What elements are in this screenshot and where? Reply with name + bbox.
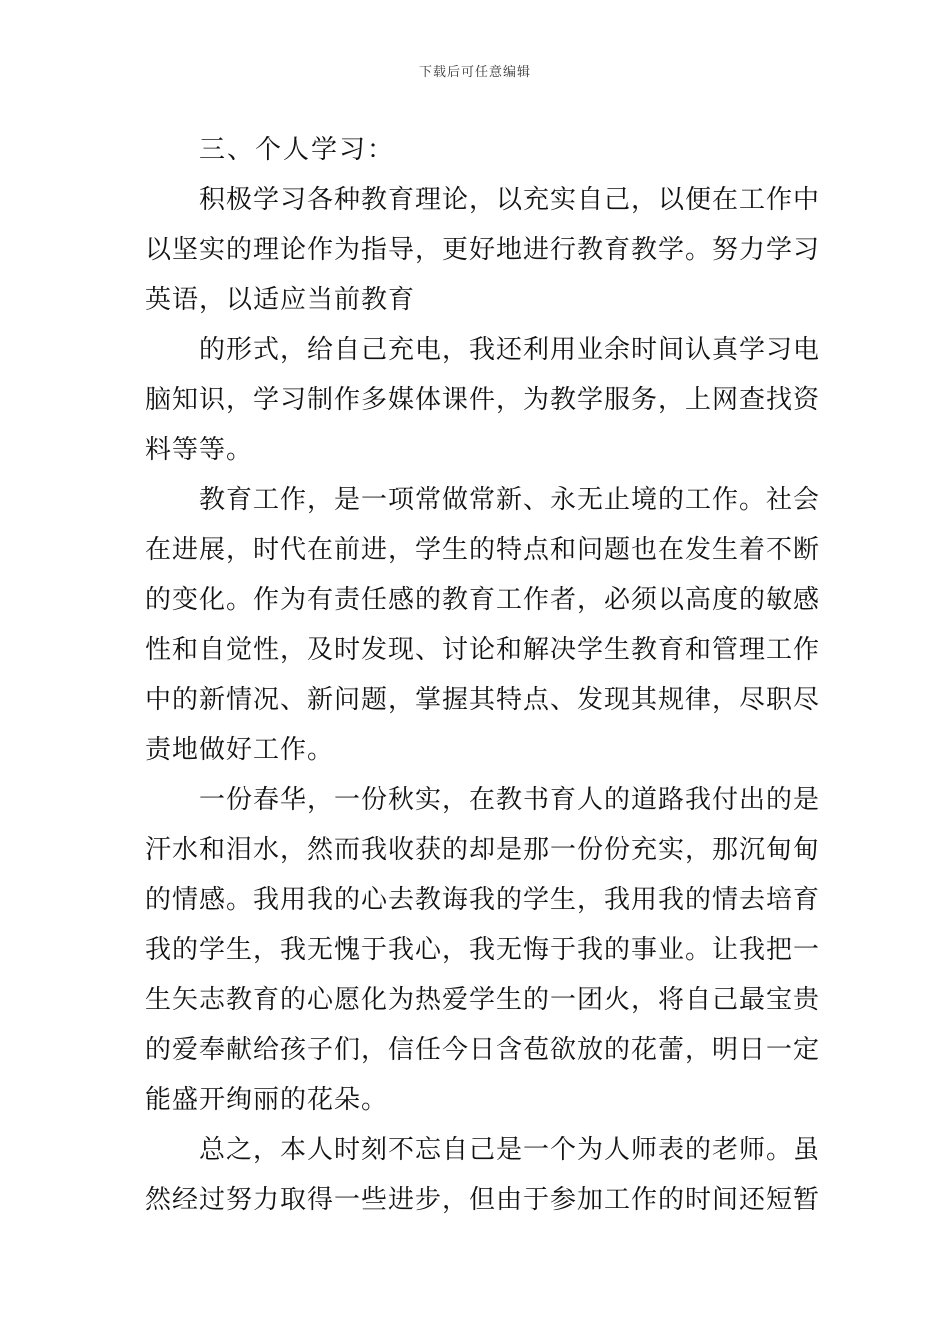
- paragraph-line: 中的新情况、新问题，掌握其特点、发现其规律，尽职尽: [145, 685, 821, 715]
- paragraph-line: 我的学生，我无愧于我心，我无悔于我的事业。让我把一: [145, 935, 821, 965]
- paragraph-recharge: [145, 325, 821, 475]
- paragraph-harvest: [145, 775, 821, 1125]
- paragraph-line: 以坚实的理论作为指导，更好地进行教育教学。努力学习: [145, 235, 821, 265]
- paragraph-line: 教育工作，是一项常做常新、永无止境的工作。社会: [199, 485, 821, 515]
- paragraph-line: 英语，以适应当前教育: [145, 285, 416, 315]
- section-title: 三、个人学习：: [199, 135, 396, 165]
- paragraph-line: 的变化。作为有责任感的教育工作者，必须以高度的敏感: [145, 585, 821, 615]
- paragraph-line: 责地做好工作。: [145, 735, 335, 765]
- paragraph-line: 一份春华，一份秋实，在教书育人的道路我付出的是: [199, 785, 821, 815]
- paragraph-line: 生矢志教育的心愿化为热爱学生的一团火，将自己最宝贵: [145, 985, 821, 1015]
- paragraph-line: 汗水和泪水，然而我收获的却是那一份份充实，那沉甸甸: [145, 835, 821, 865]
- paragraph-education-work: [145, 475, 821, 775]
- document-body: [145, 125, 821, 1225]
- paragraph-summary: [145, 1125, 821, 1225]
- paragraph-line: 然经过努力取得一些进步，但由于参加工作的时间还短暂: [145, 1185, 821, 1215]
- paragraph-line: 的情感。我用我的心去教诲我的学生，我用我的情去培育: [145, 885, 821, 915]
- paragraph-line: 的爱奉献给孩子们，信任今日含苞欲放的花蕾，明日一定: [145, 1035, 821, 1065]
- paragraph-line: 在进展，时代在前进，学生的特点和问题也在发生着不断: [145, 535, 821, 565]
- paragraph-line: 性和自觉性，及时发现、讨论和解决学生教育和管理工作: [145, 635, 821, 665]
- paragraph-study: [145, 175, 821, 325]
- paragraph-line: 能盛开绚丽的花朵。: [145, 1085, 389, 1115]
- paragraph-line: 积极学习各种教育理论，以充实自己，以便在工作中: [199, 185, 821, 215]
- paragraph-line: 总之，本人时刻不忘自己是一个为人师表的老师。虽: [199, 1135, 821, 1165]
- paragraph-line: 的形式，给自己充电，我还利用业余时间认真学习电: [199, 335, 821, 365]
- paragraph-line: 脑知识，学习制作多媒体课件，为教学服务，上网查找资: [145, 385, 821, 415]
- paragraph-line: 料等等。: [145, 435, 254, 465]
- header-note: 下载后可任意编辑: [418, 65, 531, 80]
